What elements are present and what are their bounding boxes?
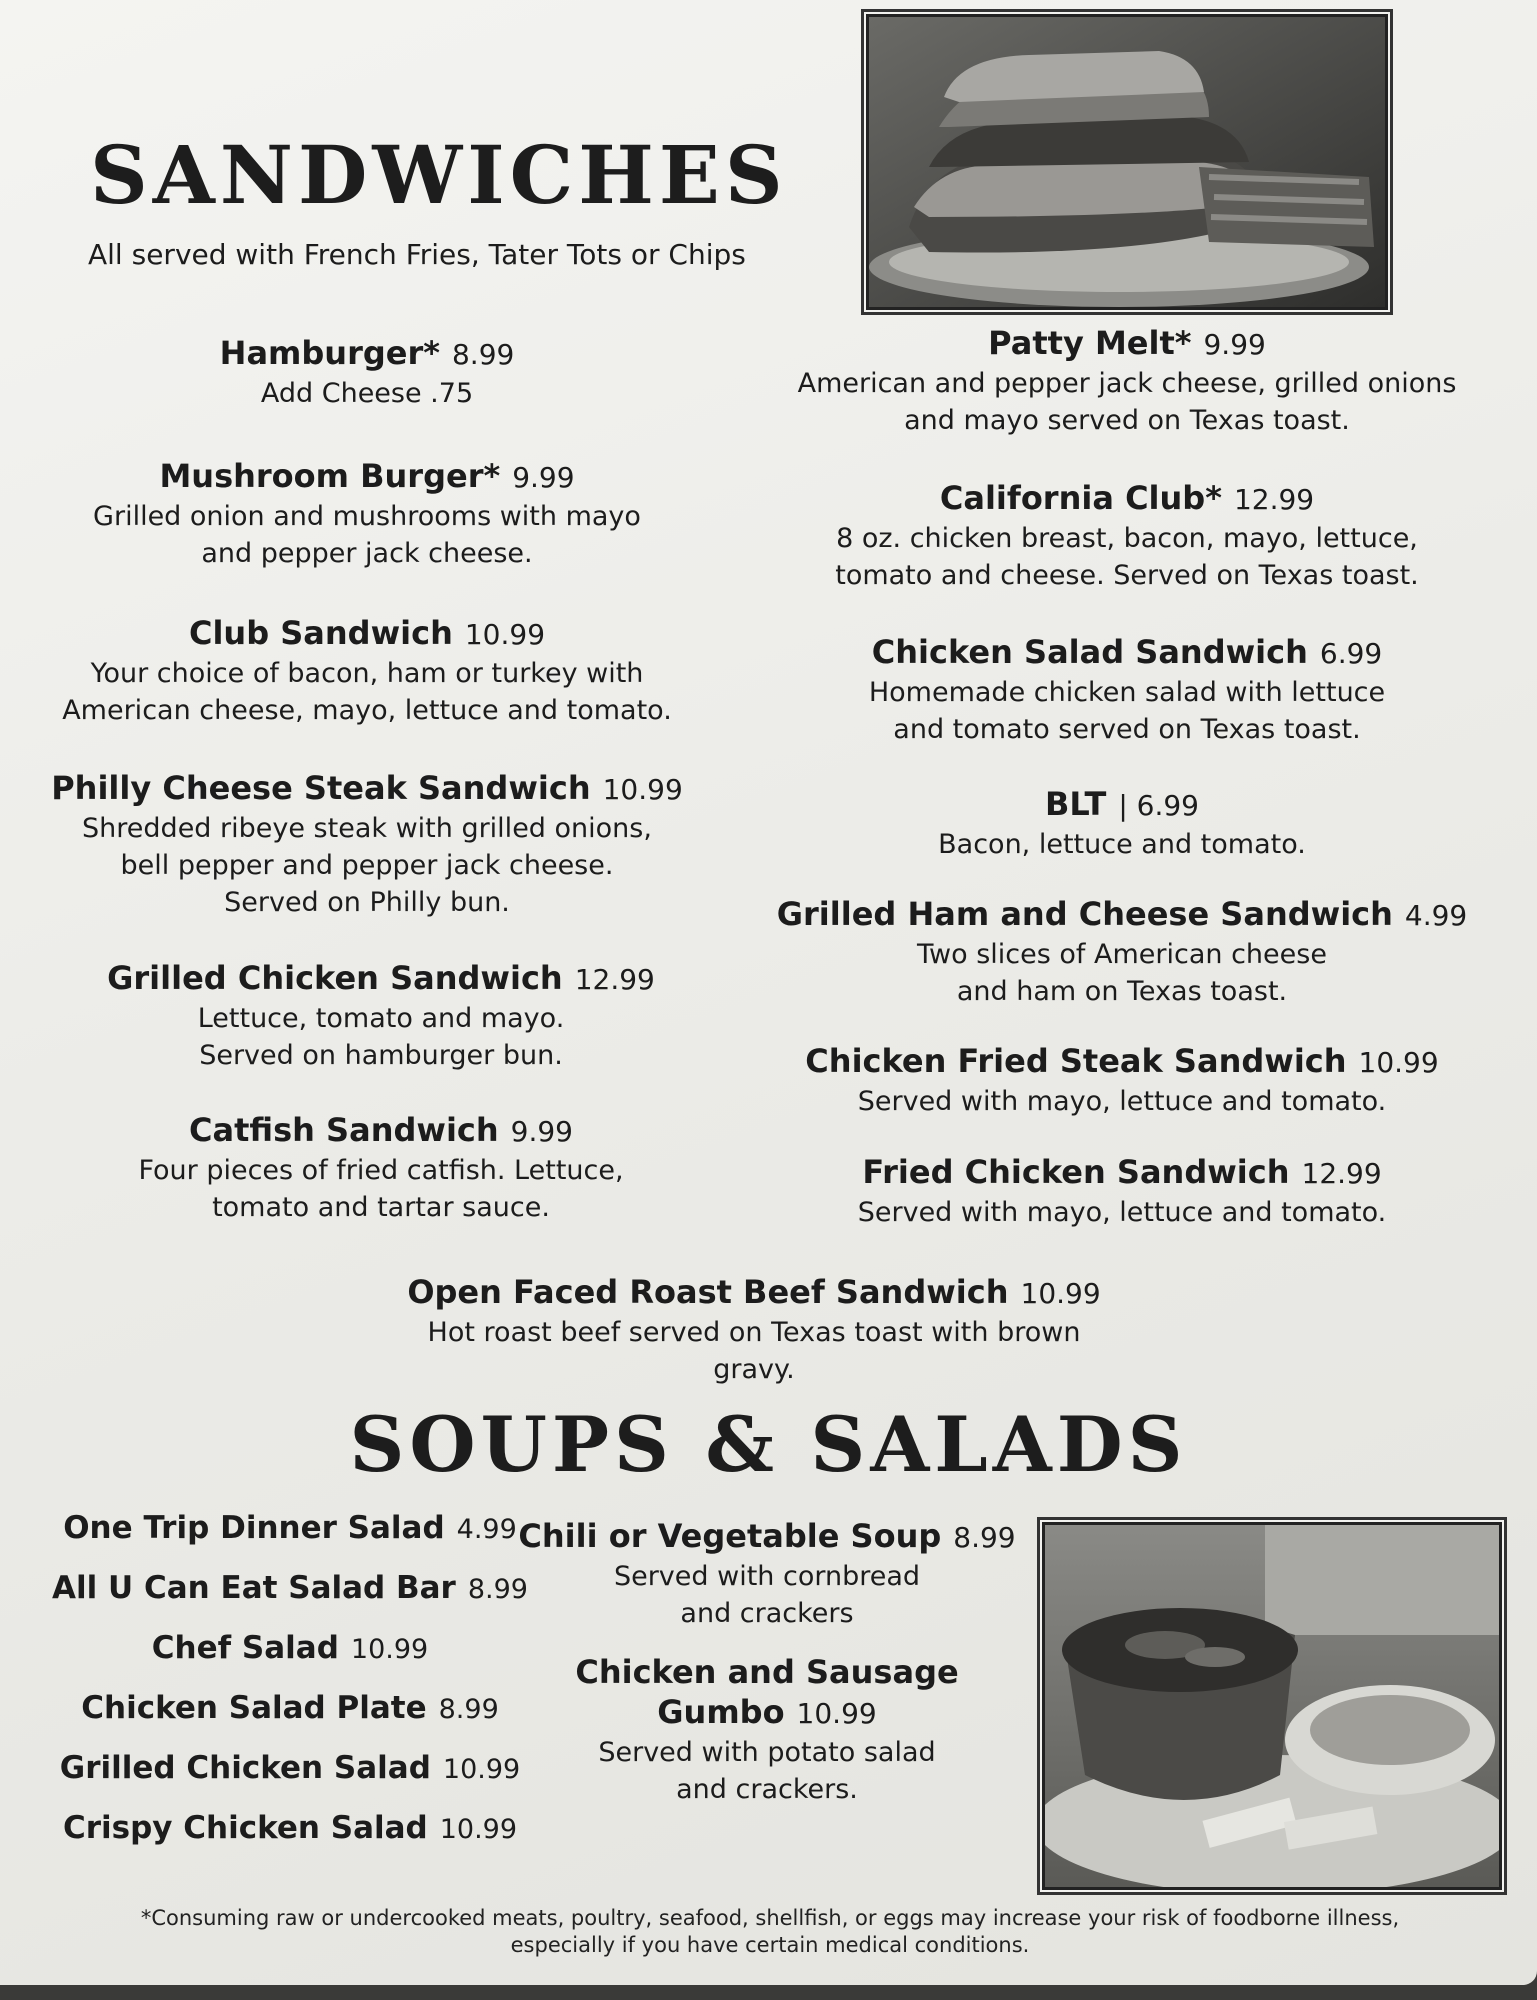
item-name: Chicken Fried Steak Sandwich — [805, 1042, 1347, 1080]
item-description: bell pepper and pepper jack cheese. — [120, 850, 614, 881]
item-description: tomato and cheese. Served on Texas toast. — [835, 560, 1419, 591]
item-description: and crackers — [680, 1598, 854, 1629]
item-description: and pepper jack cheese. — [201, 538, 533, 569]
item-price: 12.99 — [1301, 1157, 1382, 1190]
item-price: 10.99 — [442, 1754, 521, 1785]
item-price: 9.99 — [1203, 328, 1266, 361]
item-price: 8.99 — [451, 338, 515, 371]
salad-item — [30, 1750, 550, 1786]
salad-item — [30, 1690, 550, 1726]
menu-item-blt — [772, 784, 1472, 863]
menu-item-patty-melt — [777, 323, 1477, 439]
item-name: Club Sandwich — [188, 614, 453, 652]
item-name: Fried Chicken Sandwich — [862, 1153, 1290, 1191]
health-disclaimer — [60, 1905, 1480, 1959]
menu-item-hamburger — [17, 333, 717, 412]
item-description: 8 oz. chicken breast, bacon, mayo, lettuce, — [836, 523, 1418, 554]
menu-item-catfish-sandwich — [31, 1110, 731, 1226]
gumbo-bowl-photo — [1042, 1522, 1502, 1890]
menu-item-grilled-ham-cheese — [772, 894, 1472, 1010]
menu-item-chicken-fried-steak — [772, 1041, 1472, 1120]
item-description: American cheese, mayo, lettuce and tomato. — [62, 695, 672, 726]
sandwiches-subtitle: All served with French Fries, Tater Tots or Chips — [88, 238, 746, 271]
soups-salads-heading: SOUPS & SALADS — [349, 1400, 1188, 1489]
salad-item — [30, 1810, 550, 1846]
item-description: Served on Philly bun. — [224, 887, 510, 918]
patty-melt-photo — [866, 14, 1388, 310]
menu-item-philly-cheese-steak — [17, 768, 717, 921]
item-price: 10.99 — [796, 1697, 877, 1730]
item-name: California Club* — [939, 479, 1222, 517]
item-price: 8.99 — [953, 1521, 1016, 1554]
item-price: 6.99 — [1319, 637, 1383, 670]
disclaimer-line: especially if you have certain medical conditions. — [510, 1933, 1030, 1957]
item-description: Served with mayo, lettuce and tomato. — [857, 1197, 1387, 1228]
menu-item-california-club — [777, 478, 1477, 594]
item-price: 4.99 — [456, 1514, 517, 1545]
item-price: | 6.99 — [1118, 789, 1199, 822]
menu-item-chicken-salad-sandwich — [777, 632, 1477, 748]
item-description: tomato and tartar sauce. — [212, 1192, 550, 1223]
item-price: 10.99 — [350, 1634, 429, 1665]
salad-item — [30, 1630, 550, 1666]
item-name: BLT — [1045, 785, 1107, 823]
menu-item-fried-chicken-sandwich — [772, 1152, 1472, 1231]
salad-item — [30, 1570, 550, 1606]
item-description: and tomato served on Texas toast. — [893, 714, 1361, 745]
item-name: Philly Cheese Steak Sandwich — [51, 769, 591, 807]
item-name: Catfish Sandwich — [188, 1111, 499, 1149]
item-name: Chicken Salad Sandwich — [871, 633, 1308, 671]
item-name-continued: Gumbo — [657, 1693, 785, 1731]
item-name: Grilled Chicken Sandwich — [107, 959, 563, 997]
item-description: Served with mayo, lettuce and tomato. — [857, 1086, 1387, 1117]
item-name: One Trip Dinner Salad — [63, 1510, 445, 1546]
item-name: Grilled Ham and Cheese Sandwich — [776, 895, 1393, 933]
item-price: 9.99 — [510, 1115, 573, 1148]
menu-item-club-sandwich — [17, 613, 717, 729]
item-description: and mayo served on Texas toast. — [904, 405, 1350, 436]
item-name: Patty Melt* — [988, 324, 1192, 362]
item-description: Bacon, lettuce and tomato. — [938, 829, 1306, 860]
item-name: Chef Salad — [151, 1630, 339, 1666]
item-description: Homemade chicken salad with lettuce — [868, 677, 1386, 708]
item-description: American and pepper jack cheese, grilled onions — [797, 368, 1457, 399]
item-price: 12.99 — [574, 963, 655, 996]
item-name: Chili or Vegetable Soup — [518, 1517, 942, 1555]
item-description: Two slices of American cheese — [917, 939, 1327, 970]
item-description: and ham on Texas toast. — [956, 976, 1288, 1007]
item-price: 12.99 — [1233, 483, 1315, 516]
item-name: Grilled Chicken Salad — [59, 1750, 431, 1786]
item-price: 9.99 — [512, 461, 575, 494]
item-description: Four pieces of fried catfish. Lettuce, — [138, 1155, 624, 1186]
menu-item-grilled-chicken-sandwich — [31, 958, 731, 1074]
salad-item — [30, 1510, 550, 1546]
item-price: 8.99 — [438, 1694, 499, 1725]
item-name: Crispy Chicken Salad — [62, 1810, 428, 1846]
item-description: Served on hamburger bun. — [199, 1040, 563, 1071]
item-description: Shredded ribeye steak with grilled onions, — [82, 813, 652, 844]
soup-item-gumbo — [517, 1652, 1017, 1808]
menu-item-open-faced-roast-beef — [404, 1272, 1104, 1388]
item-price: 10.99 — [439, 1814, 518, 1845]
item-price: 10.99 — [602, 773, 683, 806]
item-description: Grilled onion and mushrooms with mayo — [93, 501, 641, 532]
item-price: 10.99 — [1020, 1277, 1101, 1310]
item-description: Hot roast beef served on Texas toast with brown gravy. — [427, 1317, 1081, 1385]
disclaimer-line: *Consuming raw or undercooked meats, poultry, seafood, shellfish, or eggs may increase your risk of foodborne illness, — [140, 1906, 1400, 1930]
item-name: Mushroom Burger* — [159, 457, 501, 495]
item-price: 4.99 — [1404, 899, 1468, 932]
item-description: Served with cornbread — [613, 1561, 921, 1592]
item-price: 10.99 — [464, 618, 546, 651]
item-name: Open Faced Roast Beef Sandwich — [407, 1273, 1009, 1311]
item-description: Served with potato salad — [598, 1737, 936, 1768]
item-price: 8.99 — [467, 1574, 528, 1605]
item-description: Lettuce, tomato and mayo. — [197, 1003, 565, 1034]
menu-item-mushroom-burger — [17, 456, 717, 572]
item-name: Chicken and Sausage — [575, 1653, 959, 1691]
sandwiches-heading: SANDWICHES — [90, 128, 788, 222]
item-name: Chicken Salad Plate — [81, 1690, 427, 1726]
item-name: All U Can Eat Salad Bar — [52, 1570, 456, 1606]
soup-item-chili-vegetable — [517, 1516, 1017, 1632]
item-description: Your choice of bacon, ham or turkey with — [90, 658, 644, 689]
item-price: 10.99 — [1358, 1046, 1439, 1079]
item-description: and crackers. — [676, 1774, 858, 1805]
item-description: Add Cheese .75 — [260, 378, 474, 409]
item-name: Hamburger* — [219, 334, 440, 372]
